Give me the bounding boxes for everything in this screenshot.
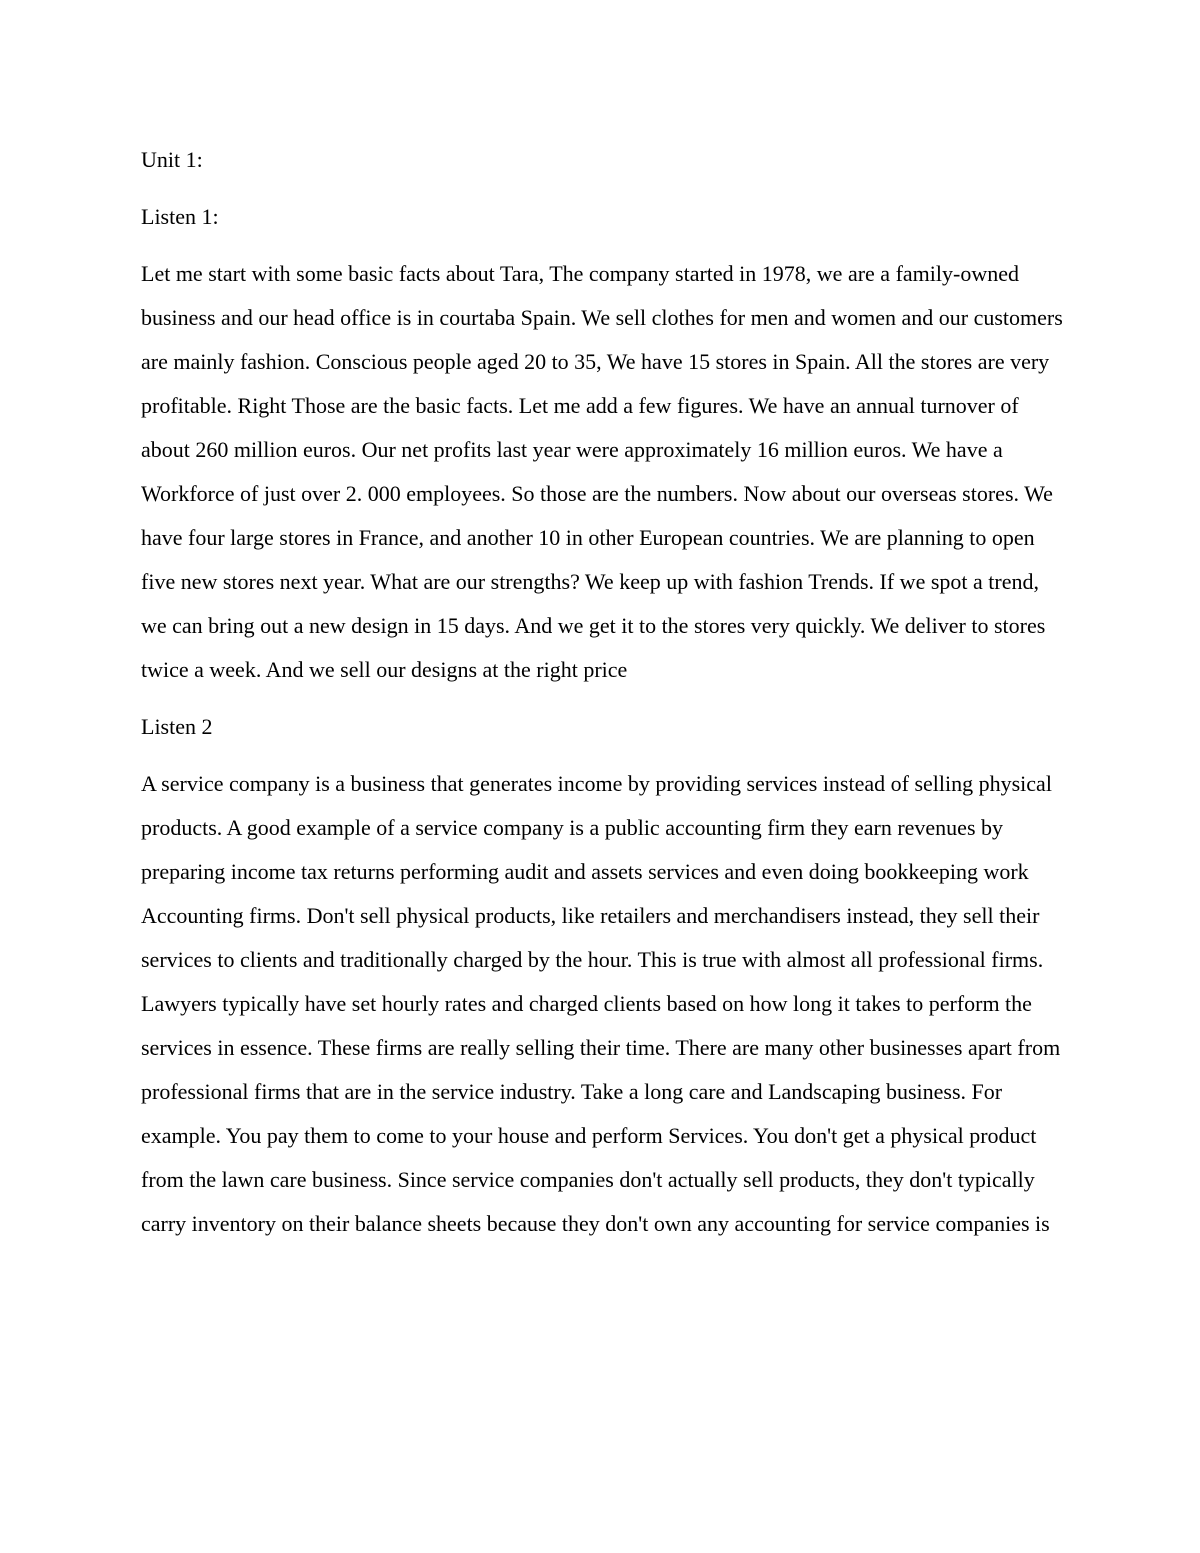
- section-body-listen-1: Let me start with some basic facts about Tara, The company started in 1978, we are a family-owned business and our head office is in courtaba Spain. We sell clothes for men and women and our customers are mainly fashion. Conscious people aged 20 to 35, We have 15 stores in Spain. All the stores are very profitable. Right Those are the basic facts. Let me add a few figures. We have an annual turnover of about 260 million euros. Our net profits last year were approximately 16 million euros. We have a Workforce of just over 2. 000 employees. So those are the numbers. Now about our overseas stores. We have four large stores in France, and another 10 in other European countries. We are planning to open five new stores next year. What are our strengths? We keep up with fashion Trends. If we spot a trend, we can bring out a new design in 15 days. And we get it to the stores very quickly. We deliver to stores twice a week. And we sell our designs at the right price: [141, 261, 1063, 682]
- section-heading-listen-2: Listen 2: [141, 714, 213, 739]
- section-body-listen-2: A service company is a business that generates income by providing services instead of selling physical products. A good example of a service company is a public accounting firm they earn revenues by preparing income tax returns performing audit and assets services and even doing bookkeeping work Accounting firms. Don't sell physical products, like retailers and merchandisers instead, they sell their services to clients and traditionally charged by the hour. This is true with almost all professional firms. Lawyers typically have set hourly rates and charged clients based on how long it takes to perform the services in essence. These firms are really selling their time. There are many other businesses apart from professional firms that are in the service industry. Take a long care and Landscaping business. For example. You pay them to come to your house and perform Services. You don't get a physical product from the lawn care business. Since service companies don't actually sell products, they don't typically carry inventory on their balance sheets because they don't own any accounting for service companies is: [141, 771, 1061, 1236]
- unit-title: Unit 1:: [141, 147, 203, 172]
- document-body: [141, 138, 1063, 1259]
- section-heading-listen-1: Listen 1:: [141, 204, 219, 229]
